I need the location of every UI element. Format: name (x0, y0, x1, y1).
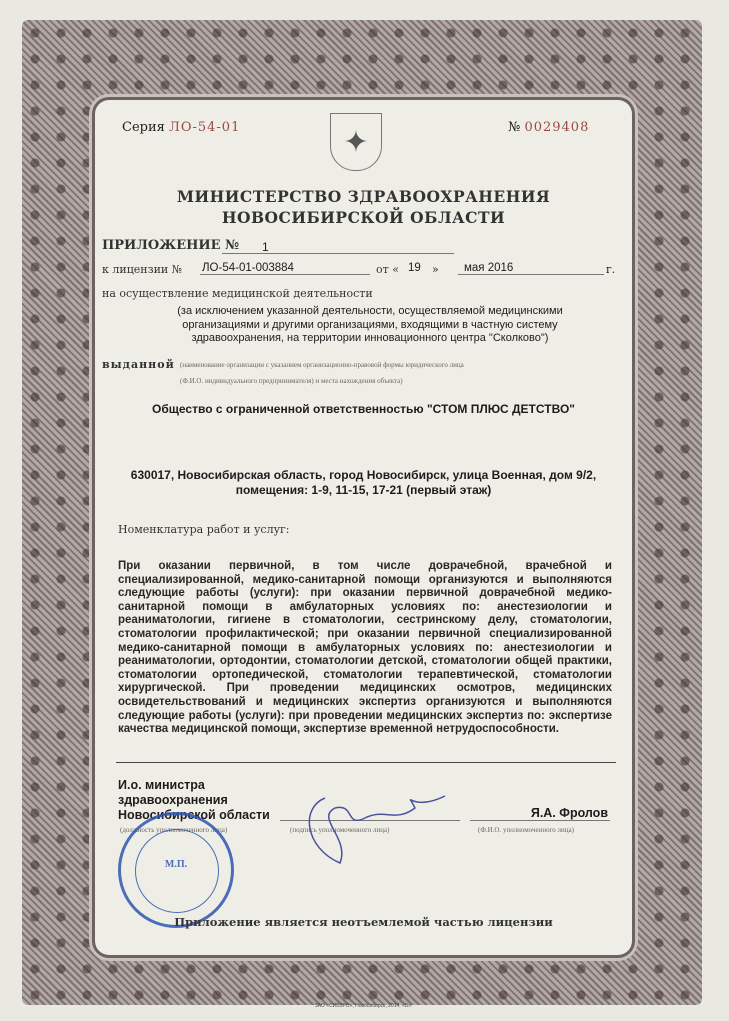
signer-position-2: здравоохранения (118, 793, 228, 807)
series-label: Серия (122, 120, 165, 135)
name-hint: (Ф.И.О. уполномоченного лица) (478, 826, 574, 834)
divider (116, 762, 616, 763)
coat-of-arms-icon: ✦ (330, 113, 382, 171)
nomenclature-label: Номенклатура работ и услуг: (118, 523, 290, 536)
ministry-region: НОВОСИБИРСКОЙ ОБЛАСТИ (221, 208, 506, 227)
appendix-number: 1 (222, 240, 454, 254)
signature-hint: (подпись уполномоченного лица) (290, 826, 390, 834)
date-quote: » (432, 263, 439, 276)
number-label: № (508, 120, 521, 135)
form-number (508, 120, 589, 135)
printer-imprint: ЗАО «СИБЗРО», Новосибирск, 2014, «Б». (314, 1003, 413, 1009)
signer-name: Я.А. Фролов (530, 806, 608, 820)
license-number: ЛО-54-01-003884 (200, 262, 370, 275)
issued-hint-2: (Ф.И.О. индивидуального предпринимателя) и места нахождения объекта) (180, 377, 403, 385)
license-label: к лицензии № (102, 263, 183, 276)
address-line-2: помещения: 1-9, 11-15, 17-21 (первый этаж) (235, 483, 492, 497)
ministry-title: МИНИСТЕРСТВО ЗДРАВООХРАНЕНИЯ (176, 187, 551, 206)
signer-position-1: И.о. министра (118, 778, 205, 792)
signer-position-3: Новосибирской области (118, 808, 270, 822)
handwritten-signature (295, 778, 455, 868)
number-value: 0029408 (524, 120, 590, 135)
nomenclature-text: При оказании первичной, в том числе доврачебной, врачебной и специализированной, медико-санитарной помощи организуются и выполняются следующие работы (услуги): при оказании первичной доврачебной медико-санитарной помощи в амбулаторных условиях по: анестезиологии и реаниматологии, гигиене в стоматологии, сестринскому делу, стоматологии, стоматологии профилактической; при оказании первичной специализированной медико-санитарной помощи в амбулаторных условиях по: анестезиологии и реаниматологии, ортодонтии, стоматологии детской, стоматологии общей практики, стоматологии ортопедической, стоматологии терапевтической, стоматологии хирургической. При проведении медицинских осмотров, медицинских освидетельствований и медицинских экспертиз организуются и выполняются следующие работы (услуги): при проведении медицинских экспертиз по: экспертизе качества медицинской помощи, экспертизе временной нетрудоспособности. (118, 560, 612, 736)
official-stamp (118, 812, 234, 928)
address-line-1: 630017, Новосибирская область, город Новосибирск, улица Военная, дом 9/2, (130, 468, 597, 482)
organization-name: Общество с ограниченной ответственностью "СТОМ ПЛЮС ДЕТСТВО" (152, 402, 575, 416)
date-from-label: от « (376, 263, 399, 276)
series-value: ЛО-54-01 (168, 120, 241, 135)
issued-hint-1: (наименование организации с указанием организационно-правовой формы юридического лица (180, 361, 464, 369)
stamp-mark: М.П. (164, 859, 188, 870)
footer-note: Приложение является неотъемлемой частью лицензии (174, 915, 553, 929)
year-suffix: г. (606, 263, 616, 276)
series (122, 120, 240, 135)
name-line (470, 820, 610, 821)
license-month-year: мая 2016 (458, 262, 604, 275)
activity-type: на осуществление медицинской деятельности (102, 287, 373, 300)
activity-exclusion: (за исключением указанной деятельности, осуществляемой медицинскими организациями и другими организациями, входящими в частную систему здравоохранения, на территории инновационного центра "Сколково") (177, 305, 563, 344)
appendix-label: ПРИЛОЖЕНИЕ № (102, 238, 240, 253)
license-day: 19 (408, 262, 421, 274)
position-hint: (должность уполномоченного лица) (120, 826, 228, 834)
issued-label: выданной (102, 358, 175, 371)
